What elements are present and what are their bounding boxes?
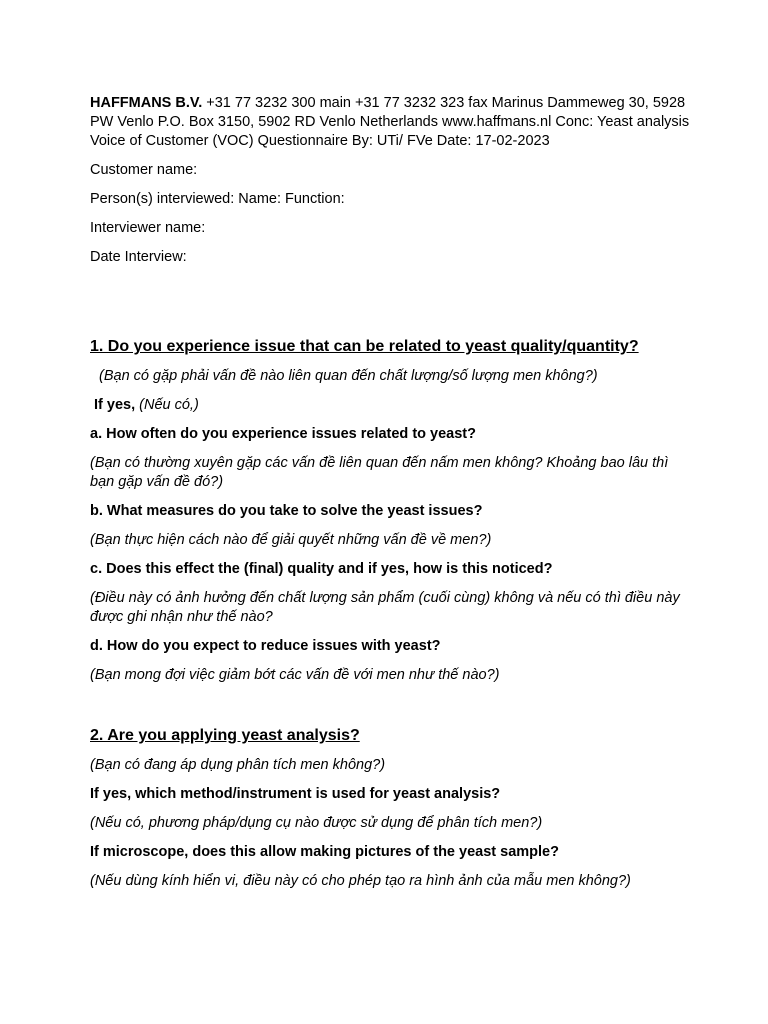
interviewer-name-field: Interviewer name: <box>90 220 206 236</box>
if-yes-label-vn: (Nếu có,) <box>135 397 199 413</box>
question-1d: d. How do you expect to reduce issues with yeast? <box>90 638 441 654</box>
question-1c: c. Does this effect the (final) quality and if yes, how is this noticed? <box>90 561 553 577</box>
section-spacer <box>90 695 690 726</box>
section-spacer <box>90 277 690 337</box>
question-2-title: 2. Are you applying yeast analysis? <box>90 727 360 744</box>
if-yes-label: If yes, <box>94 397 136 413</box>
question-1a: a. How often do you experience issues related to yeast? <box>90 426 476 442</box>
question-1c-vn: (Điều này có ảnh hưởng đến chất lượng sản phẩm (cuối cùng) không và nếu có thì điều này được ghi nhận như thế nào? <box>90 590 680 625</box>
question-1d-vn: (Bạn mong đợi việc giảm bớt các vấn đề với men như thế nào?) <box>90 667 500 683</box>
question-2-method: If yes, which method/instrument is used for yeast analysis? <box>90 786 501 802</box>
letterhead <box>90 94 690 151</box>
question-2-method-vn: (Nếu có, phương pháp/dụng cụ nào được sử dụng để phân tích men?) <box>90 815 543 831</box>
question-2-microscope: If microscope, does this allow making pictures of the yeast sample? <box>90 844 559 860</box>
letterhead-details: +31 77 3232 300 main +31 77 3232 323 fax Marinus Dammeweg 30, 5928 PW Venlo P.O. Box 3150, 5902 RD Venlo Netherlands www.haffmans.nl Conc: Yeast analysis Voice of Customer (VOC) Questionnaire By: UTi/ FVe Date: 17-02-2023 <box>90 95 690 149</box>
customer-name-field: Customer name: <box>90 162 198 178</box>
question-1b: b. What measures do you take to solve the yeast issues? <box>90 503 483 519</box>
question-1a-vn: (Bạn có thường xuyên gặp các vấn đề liên quan đến nấm men không? Khoảng bao lâu thì bạn gặp vấn đề đó?) <box>90 455 669 490</box>
persons-interviewed-field: Person(s) interviewed: Name: Function: <box>90 191 345 207</box>
question-1-if-yes <box>90 396 690 415</box>
document-body <box>90 94 690 901</box>
date-interview-field: Date Interview: <box>90 249 187 265</box>
question-2-microscope-vn: (Nếu dùng kính hiển vi, điều này có cho phép tạo ra hình ảnh của mẫu men không?) <box>90 873 631 889</box>
question-1-title-vn: (Bạn có gặp phải vấn đề nào liên quan đến chất lượng/số lượng men không?) <box>99 368 598 384</box>
question-1-title: 1. Do you experience issue that can be related to yeast quality/quantity? <box>90 338 639 355</box>
question-2-title-vn: (Bạn có đang áp dụng phân tích men không?) <box>90 757 386 773</box>
question-1b-vn: (Bạn thực hiện cách nào để giải quyết những vấn đề về men?) <box>90 532 492 548</box>
company-name: HAFFMANS B.V. <box>90 95 203 111</box>
